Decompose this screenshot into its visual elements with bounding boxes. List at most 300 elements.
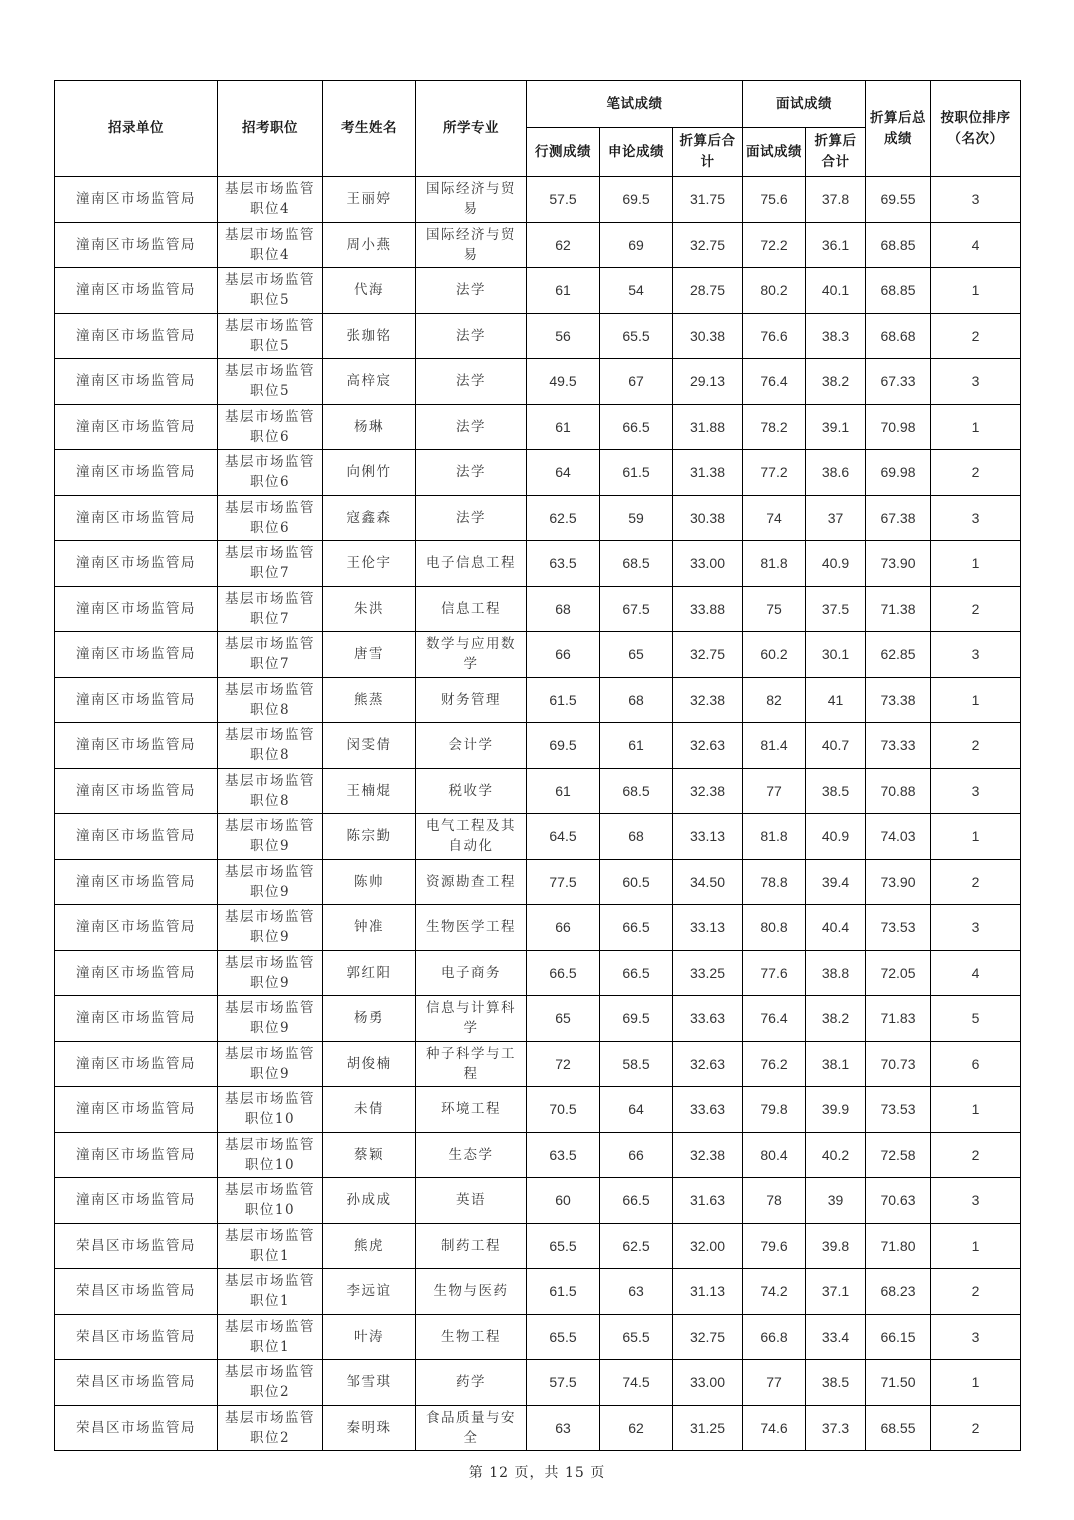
cell-interview-converted: 38.2 bbox=[806, 996, 866, 1042]
cell-recruiting-unit: 潼南区市场监管局 bbox=[55, 541, 218, 587]
cell-xingce-score: 61 bbox=[527, 268, 600, 314]
cell-position: 基层市场监管职位1 bbox=[218, 1223, 323, 1269]
cell-candidate-name: 王丽婷 bbox=[323, 177, 416, 223]
cell-total-score: 73.33 bbox=[866, 723, 931, 769]
cell-shenlun-score: 66.5 bbox=[600, 1178, 673, 1224]
cell-written-converted: 32.63 bbox=[673, 1041, 743, 1087]
header-shenlun: 申论成绩 bbox=[600, 128, 673, 177]
cell-major: 药学 bbox=[416, 1360, 527, 1406]
cell-position: 基层市场监管职位2 bbox=[218, 1405, 323, 1451]
cell-shenlun-score: 68.5 bbox=[600, 541, 673, 587]
cell-shenlun-score: 66.5 bbox=[600, 950, 673, 996]
cell-interview-converted: 39.8 bbox=[806, 1223, 866, 1269]
cell-xingce-score: 70.5 bbox=[527, 1087, 600, 1133]
cell-recruiting-unit: 潼南区市场监管局 bbox=[55, 404, 218, 450]
cell-shenlun-score: 62 bbox=[600, 1405, 673, 1451]
cell-position: 基层市场监管职位7 bbox=[218, 541, 323, 587]
cell-xingce-score: 63 bbox=[527, 1405, 600, 1451]
cell-interview-converted: 38.6 bbox=[806, 450, 866, 496]
cell-interview-score: 79.6 bbox=[743, 1223, 806, 1269]
cell-interview-score: 76.2 bbox=[743, 1041, 806, 1087]
cell-written-converted: 33.63 bbox=[673, 996, 743, 1042]
cell-total-score: 62.85 bbox=[866, 632, 931, 678]
table-row bbox=[55, 1360, 1021, 1406]
table-header bbox=[55, 81, 1021, 177]
cell-recruiting-unit: 潼南区市场监管局 bbox=[55, 996, 218, 1042]
cell-interview-score: 74.2 bbox=[743, 1269, 806, 1315]
cell-total-score: 70.88 bbox=[866, 768, 931, 814]
cell-interview-score: 82 bbox=[743, 677, 806, 723]
cell-total-score: 68.55 bbox=[866, 1405, 931, 1451]
cell-position: 基层市场监管职位9 bbox=[218, 814, 323, 860]
cell-total-score: 71.80 bbox=[866, 1223, 931, 1269]
cell-rank: 4 bbox=[931, 222, 1021, 268]
table-row bbox=[55, 177, 1021, 223]
cell-interview-converted: 39.4 bbox=[806, 859, 866, 905]
cell-recruiting-unit: 潼南区市场监管局 bbox=[55, 950, 218, 996]
cell-interview-converted: 37.3 bbox=[806, 1405, 866, 1451]
cell-position: 基层市场监管职位1 bbox=[218, 1314, 323, 1360]
cell-interview-converted: 40.7 bbox=[806, 723, 866, 769]
header-position: 招考职位 bbox=[218, 81, 323, 177]
cell-shenlun-score: 66 bbox=[600, 1132, 673, 1178]
cell-interview-converted: 37 bbox=[806, 495, 866, 541]
cell-position: 基层市场监管职位7 bbox=[218, 632, 323, 678]
cell-total-score: 68.85 bbox=[866, 222, 931, 268]
table-body bbox=[55, 177, 1021, 1451]
cell-interview-score: 76.6 bbox=[743, 313, 806, 359]
cell-recruiting-unit: 潼南区市场监管局 bbox=[55, 677, 218, 723]
cell-major: 法学 bbox=[416, 450, 527, 496]
cell-xingce-score: 65.5 bbox=[527, 1223, 600, 1269]
cell-xingce-score: 66 bbox=[527, 905, 600, 951]
cell-position: 基层市场监管职位6 bbox=[218, 450, 323, 496]
cell-rank: 6 bbox=[931, 1041, 1021, 1087]
cell-xingce-score: 60 bbox=[527, 1178, 600, 1224]
table-row bbox=[55, 814, 1021, 860]
cell-total-score: 66.15 bbox=[866, 1314, 931, 1360]
cell-major: 国际经济与贸易 bbox=[416, 177, 527, 223]
table-row bbox=[55, 1223, 1021, 1269]
cell-total-score: 72.58 bbox=[866, 1132, 931, 1178]
cell-interview-converted: 40.9 bbox=[806, 814, 866, 860]
cell-xingce-score: 62.5 bbox=[527, 495, 600, 541]
cell-major: 信息工程 bbox=[416, 586, 527, 632]
cell-candidate-name: 邹雪琪 bbox=[323, 1360, 416, 1406]
cell-rank: 2 bbox=[931, 313, 1021, 359]
table-row bbox=[55, 1041, 1021, 1087]
cell-shenlun-score: 58.5 bbox=[600, 1041, 673, 1087]
cell-interview-converted: 38.3 bbox=[806, 313, 866, 359]
cell-interview-score: 77.2 bbox=[743, 450, 806, 496]
table-row bbox=[55, 632, 1021, 678]
cell-major: 法学 bbox=[416, 495, 527, 541]
cell-position: 基层市场监管职位10 bbox=[218, 1178, 323, 1224]
cell-interview-converted: 38.8 bbox=[806, 950, 866, 996]
cell-rank: 1 bbox=[931, 1087, 1021, 1133]
cell-candidate-name: 秦明珠 bbox=[323, 1405, 416, 1451]
cell-major: 电气工程及其自动化 bbox=[416, 814, 527, 860]
cell-position: 基层市场监管职位8 bbox=[218, 768, 323, 814]
cell-rank: 3 bbox=[931, 1178, 1021, 1224]
cell-written-converted: 32.75 bbox=[673, 1314, 743, 1360]
cell-position: 基层市场监管职位9 bbox=[218, 905, 323, 951]
cell-rank: 1 bbox=[931, 541, 1021, 587]
cell-total-score: 74.03 bbox=[866, 814, 931, 860]
cell-recruiting-unit: 荣昌区市场监管局 bbox=[55, 1269, 218, 1315]
cell-xingce-score: 56 bbox=[527, 313, 600, 359]
cell-rank: 5 bbox=[931, 996, 1021, 1042]
cell-written-converted: 33.25 bbox=[673, 950, 743, 996]
table-row bbox=[55, 1269, 1021, 1315]
table-row bbox=[55, 768, 1021, 814]
table-row bbox=[55, 1132, 1021, 1178]
cell-interview-score: 80.2 bbox=[743, 268, 806, 314]
cell-recruiting-unit: 潼南区市场监管局 bbox=[55, 359, 218, 405]
cell-interview-score: 78.8 bbox=[743, 859, 806, 905]
cell-xingce-score: 62 bbox=[527, 222, 600, 268]
cell-major: 种子科学与工程 bbox=[416, 1041, 527, 1087]
cell-written-converted: 31.63 bbox=[673, 1178, 743, 1224]
cell-xingce-score: 63.5 bbox=[527, 541, 600, 587]
cell-shenlun-score: 74.5 bbox=[600, 1360, 673, 1406]
cell-xingce-score: 61 bbox=[527, 404, 600, 450]
cell-rank: 3 bbox=[931, 359, 1021, 405]
cell-interview-converted: 40.4 bbox=[806, 905, 866, 951]
cell-position: 基层市场监管职位10 bbox=[218, 1087, 323, 1133]
cell-major: 信息与计算科学 bbox=[416, 996, 527, 1042]
cell-recruiting-unit: 荣昌区市场监管局 bbox=[55, 1360, 218, 1406]
cell-xingce-score: 63.5 bbox=[527, 1132, 600, 1178]
cell-major: 资源勘查工程 bbox=[416, 859, 527, 905]
cell-xingce-score: 64.5 bbox=[527, 814, 600, 860]
cell-recruiting-unit: 潼南区市场监管局 bbox=[55, 1132, 218, 1178]
cell-major: 会计学 bbox=[416, 723, 527, 769]
cell-position: 基层市场监管职位9 bbox=[218, 859, 323, 905]
cell-shenlun-score: 65.5 bbox=[600, 1314, 673, 1360]
cell-xingce-score: 64 bbox=[527, 450, 600, 496]
cell-candidate-name: 寇鑫森 bbox=[323, 495, 416, 541]
cell-xingce-score: 61 bbox=[527, 768, 600, 814]
table-row bbox=[55, 1087, 1021, 1133]
cell-interview-score: 60.2 bbox=[743, 632, 806, 678]
cell-rank: 4 bbox=[931, 950, 1021, 996]
table-row bbox=[55, 541, 1021, 587]
cell-interview-score: 74.6 bbox=[743, 1405, 806, 1451]
cell-candidate-name: 熊蒸 bbox=[323, 677, 416, 723]
cell-shenlun-score: 65.5 bbox=[600, 313, 673, 359]
cell-position: 基层市场监管职位8 bbox=[218, 723, 323, 769]
cell-position: 基层市场监管职位1 bbox=[218, 1269, 323, 1315]
cell-interview-score: 78 bbox=[743, 1178, 806, 1224]
cell-written-converted: 31.13 bbox=[673, 1269, 743, 1315]
cell-recruiting-unit: 潼南区市场监管局 bbox=[55, 1178, 218, 1224]
header-unit: 招录单位 bbox=[55, 81, 218, 177]
cell-interview-score: 77.6 bbox=[743, 950, 806, 996]
cell-recruiting-unit: 潼南区市场监管局 bbox=[55, 177, 218, 223]
cell-interview-score: 80.8 bbox=[743, 905, 806, 951]
cell-shenlun-score: 65 bbox=[600, 632, 673, 678]
cell-xingce-score: 61.5 bbox=[527, 1269, 600, 1315]
cell-written-converted: 33.00 bbox=[673, 541, 743, 587]
cell-xingce-score: 77.5 bbox=[527, 859, 600, 905]
cell-position: 基层市场监管职位4 bbox=[218, 222, 323, 268]
header-major: 所学专业 bbox=[416, 81, 527, 177]
cell-major: 税收学 bbox=[416, 768, 527, 814]
cell-interview-score: 81.8 bbox=[743, 814, 806, 860]
cell-recruiting-unit: 潼南区市场监管局 bbox=[55, 586, 218, 632]
cell-interview-score: 72.2 bbox=[743, 222, 806, 268]
cell-position: 基层市场监管职位5 bbox=[218, 268, 323, 314]
cell-position: 基层市场监管职位5 bbox=[218, 313, 323, 359]
cell-major: 生态学 bbox=[416, 1132, 527, 1178]
cell-shenlun-score: 67.5 bbox=[600, 586, 673, 632]
cell-xingce-score: 65.5 bbox=[527, 1314, 600, 1360]
cell-interview-converted: 41 bbox=[806, 677, 866, 723]
header-interview-score: 面试成绩 bbox=[743, 128, 806, 177]
cell-written-converted: 32.38 bbox=[673, 1132, 743, 1178]
cell-shenlun-score: 62.5 bbox=[600, 1223, 673, 1269]
cell-candidate-name: 郭红阳 bbox=[323, 950, 416, 996]
header-interview-converted: 折算后合计 bbox=[806, 128, 866, 177]
cell-rank: 2 bbox=[931, 1405, 1021, 1451]
cell-candidate-name: 蔡颖 bbox=[323, 1132, 416, 1178]
cell-candidate-name: 熊虎 bbox=[323, 1223, 416, 1269]
cell-recruiting-unit: 潼南区市场监管局 bbox=[55, 905, 218, 951]
cell-shenlun-score: 67 bbox=[600, 359, 673, 405]
cell-written-converted: 33.13 bbox=[673, 814, 743, 860]
cell-written-converted: 30.38 bbox=[673, 495, 743, 541]
cell-interview-converted: 39.9 bbox=[806, 1087, 866, 1133]
cell-recruiting-unit: 荣昌区市场监管局 bbox=[55, 1223, 218, 1269]
cell-interview-converted: 39.1 bbox=[806, 404, 866, 450]
cell-rank: 2 bbox=[931, 1269, 1021, 1315]
cell-written-converted: 31.88 bbox=[673, 404, 743, 450]
cell-written-converted: 33.00 bbox=[673, 1360, 743, 1406]
cell-candidate-name: 孙成成 bbox=[323, 1178, 416, 1224]
cell-written-converted: 29.13 bbox=[673, 359, 743, 405]
cell-candidate-name: 周小燕 bbox=[323, 222, 416, 268]
cell-interview-score: 78.2 bbox=[743, 404, 806, 450]
cell-position: 基层市场监管职位10 bbox=[218, 1132, 323, 1178]
page-number: 第 12 页，共 15 页 bbox=[468, 1465, 606, 1481]
cell-candidate-name: 王楠焜 bbox=[323, 768, 416, 814]
table-row bbox=[55, 359, 1021, 405]
cell-recruiting-unit: 潼南区市场监管局 bbox=[55, 1041, 218, 1087]
cell-total-score: 67.38 bbox=[866, 495, 931, 541]
cell-rank: 3 bbox=[931, 1314, 1021, 1360]
table-row bbox=[55, 1178, 1021, 1224]
cell-total-score: 71.83 bbox=[866, 996, 931, 1042]
cell-interview-converted: 37.5 bbox=[806, 586, 866, 632]
cell-written-converted: 32.63 bbox=[673, 723, 743, 769]
header-xingce: 行测成绩 bbox=[527, 128, 600, 177]
table-row bbox=[55, 905, 1021, 951]
cell-recruiting-unit: 潼南区市场监管局 bbox=[55, 723, 218, 769]
cell-major: 法学 bbox=[416, 313, 527, 359]
cell-total-score: 70.98 bbox=[866, 404, 931, 450]
cell-shenlun-score: 66.5 bbox=[600, 905, 673, 951]
cell-xingce-score: 49.5 bbox=[527, 359, 600, 405]
cell-position: 基层市场监管职位8 bbox=[218, 677, 323, 723]
cell-interview-converted: 33.4 bbox=[806, 1314, 866, 1360]
cell-interview-converted: 40.9 bbox=[806, 541, 866, 587]
cell-rank: 3 bbox=[931, 495, 1021, 541]
cell-total-score: 68.85 bbox=[866, 268, 931, 314]
cell-total-score: 72.05 bbox=[866, 950, 931, 996]
cell-recruiting-unit: 潼南区市场监管局 bbox=[55, 859, 218, 905]
cell-written-converted: 33.63 bbox=[673, 1087, 743, 1133]
table-row bbox=[55, 495, 1021, 541]
cell-interview-score: 76.4 bbox=[743, 996, 806, 1042]
cell-shenlun-score: 69 bbox=[600, 222, 673, 268]
cell-total-score: 73.90 bbox=[866, 541, 931, 587]
cell-position: 基层市场监管职位9 bbox=[218, 996, 323, 1042]
cell-major: 法学 bbox=[416, 268, 527, 314]
cell-recruiting-unit: 荣昌区市场监管局 bbox=[55, 1314, 218, 1360]
cell-rank: 3 bbox=[931, 177, 1021, 223]
cell-xingce-score: 65 bbox=[527, 996, 600, 1042]
cell-interview-score: 81.8 bbox=[743, 541, 806, 587]
cell-interview-converted: 36.1 bbox=[806, 222, 866, 268]
cell-rank: 2 bbox=[931, 586, 1021, 632]
cell-candidate-name: 王伦宇 bbox=[323, 541, 416, 587]
cell-candidate-name: 朱洪 bbox=[323, 586, 416, 632]
cell-candidate-name: 陈宗勤 bbox=[323, 814, 416, 860]
cell-shenlun-score: 60.5 bbox=[600, 859, 673, 905]
cell-rank: 3 bbox=[931, 768, 1021, 814]
cell-total-score: 70.73 bbox=[866, 1041, 931, 1087]
cell-candidate-name: 钟准 bbox=[323, 905, 416, 951]
cell-total-score: 71.50 bbox=[866, 1360, 931, 1406]
cell-major: 食品质量与安全 bbox=[416, 1405, 527, 1451]
cell-candidate-name: 杨琳 bbox=[323, 404, 416, 450]
cell-written-converted: 32.38 bbox=[673, 677, 743, 723]
cell-recruiting-unit: 潼南区市场监管局 bbox=[55, 632, 218, 678]
cell-xingce-score: 66 bbox=[527, 632, 600, 678]
cell-interview-score: 75.6 bbox=[743, 177, 806, 223]
cell-xingce-score: 68 bbox=[527, 586, 600, 632]
cell-rank: 2 bbox=[931, 723, 1021, 769]
cell-interview-score: 66.8 bbox=[743, 1314, 806, 1360]
cell-candidate-name: 杨勇 bbox=[323, 996, 416, 1042]
cell-recruiting-unit: 荣昌区市场监管局 bbox=[55, 1405, 218, 1451]
table-row bbox=[55, 1405, 1021, 1451]
cell-interview-score: 77 bbox=[743, 1360, 806, 1406]
table-row bbox=[55, 450, 1021, 496]
cell-xingce-score: 66.5 bbox=[527, 950, 600, 996]
cell-written-converted: 31.38 bbox=[673, 450, 743, 496]
cell-total-score: 73.53 bbox=[866, 905, 931, 951]
cell-total-score: 73.53 bbox=[866, 1087, 931, 1133]
cell-candidate-name: 未倩 bbox=[323, 1087, 416, 1133]
cell-candidate-name: 胡俊楠 bbox=[323, 1041, 416, 1087]
cell-major: 环境工程 bbox=[416, 1087, 527, 1133]
cell-total-score: 68.23 bbox=[866, 1269, 931, 1315]
cell-major: 国际经济与贸易 bbox=[416, 222, 527, 268]
table-row bbox=[55, 859, 1021, 905]
cell-rank: 1 bbox=[931, 404, 1021, 450]
header-total: 折算后总成绩 bbox=[866, 81, 931, 177]
cell-interview-score: 81.4 bbox=[743, 723, 806, 769]
cell-candidate-name: 闵雯倩 bbox=[323, 723, 416, 769]
cell-position: 基层市场监管职位5 bbox=[218, 359, 323, 405]
cell-rank: 2 bbox=[931, 859, 1021, 905]
cell-rank: 1 bbox=[931, 1360, 1021, 1406]
cell-recruiting-unit: 潼南区市场监管局 bbox=[55, 495, 218, 541]
cell-total-score: 70.63 bbox=[866, 1178, 931, 1224]
cell-recruiting-unit: 潼南区市场监管局 bbox=[55, 768, 218, 814]
cell-position: 基层市场监管职位2 bbox=[218, 1360, 323, 1406]
cell-written-converted: 33.13 bbox=[673, 905, 743, 951]
cell-interview-converted: 37.1 bbox=[806, 1269, 866, 1315]
cell-xingce-score: 57.5 bbox=[527, 1360, 600, 1406]
cell-shenlun-score: 68.5 bbox=[600, 768, 673, 814]
cell-major: 制药工程 bbox=[416, 1223, 527, 1269]
cell-written-converted: 32.00 bbox=[673, 1223, 743, 1269]
cell-xingce-score: 69.5 bbox=[527, 723, 600, 769]
header-name: 考生姓名 bbox=[323, 81, 416, 177]
cell-shenlun-score: 63 bbox=[600, 1269, 673, 1315]
cell-written-converted: 31.25 bbox=[673, 1405, 743, 1451]
header-written-converted: 折算后合计 bbox=[673, 128, 743, 177]
cell-total-score: 71.38 bbox=[866, 586, 931, 632]
cell-shenlun-score: 54 bbox=[600, 268, 673, 314]
cell-total-score: 69.55 bbox=[866, 177, 931, 223]
cell-written-converted: 34.50 bbox=[673, 859, 743, 905]
cell-recruiting-unit: 潼南区市场监管局 bbox=[55, 450, 218, 496]
cell-shenlun-score: 68 bbox=[600, 814, 673, 860]
cell-rank: 2 bbox=[931, 1132, 1021, 1178]
cell-interview-score: 80.4 bbox=[743, 1132, 806, 1178]
table-row bbox=[55, 222, 1021, 268]
cell-candidate-name: 张珈铭 bbox=[323, 313, 416, 359]
cell-candidate-name: 高梓宸 bbox=[323, 359, 416, 405]
cell-candidate-name: 陈帅 bbox=[323, 859, 416, 905]
cell-position: 基层市场监管职位6 bbox=[218, 495, 323, 541]
cell-written-converted: 30.38 bbox=[673, 313, 743, 359]
cell-interview-converted: 38.5 bbox=[806, 768, 866, 814]
cell-recruiting-unit: 潼南区市场监管局 bbox=[55, 268, 218, 314]
cell-xingce-score: 57.5 bbox=[527, 177, 600, 223]
cell-total-score: 69.98 bbox=[866, 450, 931, 496]
cell-candidate-name: 叶涛 bbox=[323, 1314, 416, 1360]
cell-written-converted: 32.38 bbox=[673, 768, 743, 814]
cell-interview-converted: 38.5 bbox=[806, 1360, 866, 1406]
header-interview-group: 面试成绩 bbox=[743, 81, 866, 128]
cell-rank: 1 bbox=[931, 677, 1021, 723]
cell-xingce-score: 61.5 bbox=[527, 677, 600, 723]
cell-interview-score: 77 bbox=[743, 768, 806, 814]
cell-shenlun-score: 61.5 bbox=[600, 450, 673, 496]
cell-rank: 3 bbox=[931, 632, 1021, 678]
cell-shenlun-score: 64 bbox=[600, 1087, 673, 1133]
cell-interview-score: 75 bbox=[743, 586, 806, 632]
table-row bbox=[55, 996, 1021, 1042]
table-row bbox=[55, 723, 1021, 769]
cell-interview-converted: 38.1 bbox=[806, 1041, 866, 1087]
cell-position: 基层市场监管职位4 bbox=[218, 177, 323, 223]
cell-rank: 1 bbox=[931, 268, 1021, 314]
cell-written-converted: 31.75 bbox=[673, 177, 743, 223]
table-row bbox=[55, 950, 1021, 996]
cell-major: 电子商务 bbox=[416, 950, 527, 996]
cell-candidate-name: 唐雪 bbox=[323, 632, 416, 678]
table-row bbox=[55, 313, 1021, 359]
cell-interview-converted: 37.8 bbox=[806, 177, 866, 223]
cell-major: 电子信息工程 bbox=[416, 541, 527, 587]
cell-candidate-name: 代海 bbox=[323, 268, 416, 314]
